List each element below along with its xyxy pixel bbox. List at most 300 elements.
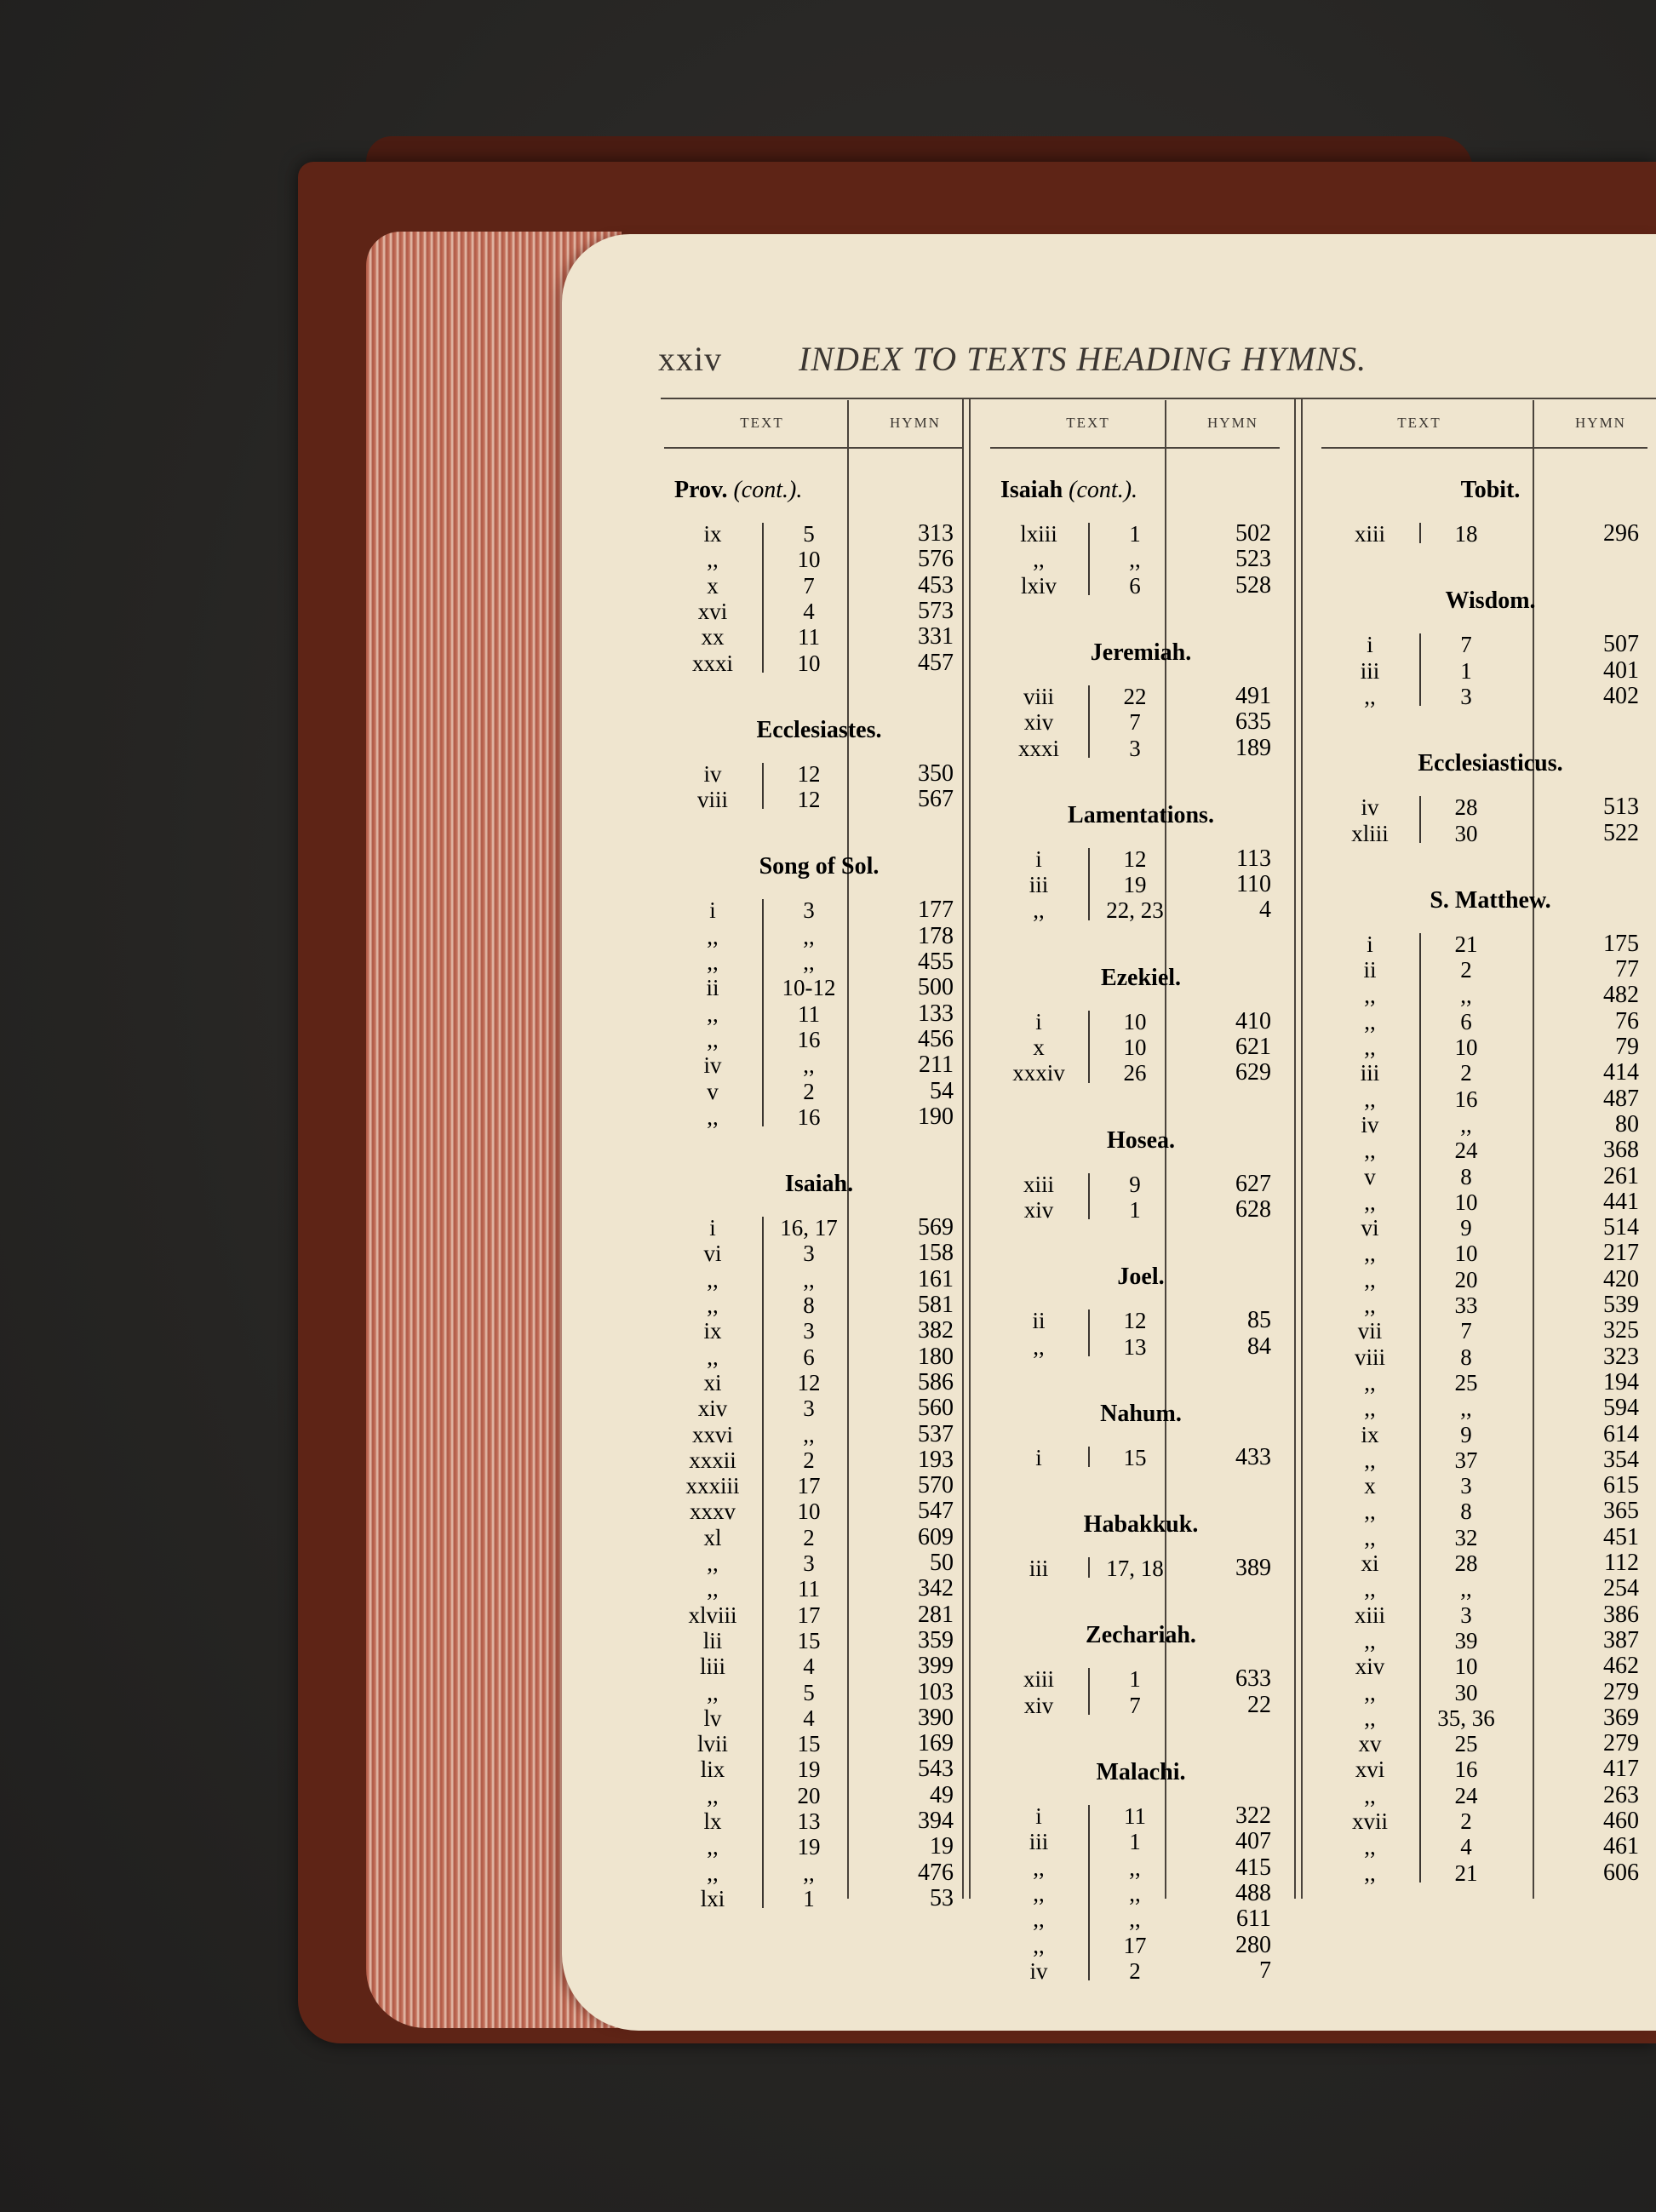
hymn-cell: 76: [1615, 1007, 1639, 1034]
hymn-cell: 280: [1235, 1931, 1271, 1958]
verse-cell: 2: [1460, 957, 1472, 983]
hymn-cell: 169: [918, 1730, 954, 1757]
hymn-cell: 85: [1247, 1307, 1271, 1334]
verse-cell: 1: [803, 1885, 815, 1911]
column-header-rule: [990, 447, 1280, 449]
hymn-cell: 79: [1615, 1034, 1639, 1060]
hymn-cell: 50: [930, 1550, 954, 1576]
verse-cell: 6: [803, 1344, 815, 1370]
verse-cell: 21: [1454, 1860, 1478, 1886]
verse-cell: 12: [1123, 845, 1147, 872]
verse-cell: 3: [1460, 1602, 1472, 1628]
chapter-cell: i: [709, 1215, 716, 1241]
verse-cell: 10: [797, 650, 821, 676]
chapter-cell: xxxii: [689, 1447, 736, 1473]
chapter-verse-separator: [1088, 1447, 1090, 1467]
chapter-cell: iii: [1029, 1829, 1049, 1855]
chapter-cell: vi: [1361, 1215, 1379, 1241]
hymn-cell: 460: [1603, 1808, 1639, 1834]
section-heading: [1332, 477, 1649, 504]
chapter-cell: xiv: [1023, 1692, 1054, 1718]
hymn-cell: 633: [1235, 1665, 1271, 1693]
chapter-cell: xvii: [1351, 1808, 1388, 1834]
verse-cell: 11: [798, 624, 820, 650]
verse-cell: 9: [1460, 1421, 1472, 1447]
chapter-cell: iv: [1361, 794, 1379, 821]
chapter-cell: ,,: [707, 1026, 719, 1052]
header-rule: [661, 398, 1656, 399]
chapter-cell: xiii: [1023, 1171, 1054, 1197]
verse-cell: 10: [1454, 1241, 1478, 1267]
verse-cell: ,,: [803, 949, 815, 975]
hymn-cell: 180: [918, 1343, 954, 1370]
book-name: S. Matthew.: [1430, 886, 1551, 914]
book-name: Wisdom.: [1445, 587, 1536, 615]
verse-cell: 6: [1129, 572, 1141, 599]
chapter-cell: iv: [1361, 1111, 1379, 1138]
chapter-cell: ,,: [1364, 1705, 1376, 1731]
verse-cell: 15: [1123, 1444, 1147, 1470]
hymn-cell: 368: [1603, 1137, 1639, 1164]
book-name: Ecclesiasticus.: [1418, 750, 1563, 777]
hymn-cell: 611: [1236, 1905, 1271, 1933]
hymn-cell: 382: [918, 1317, 954, 1344]
chapter-cell: iii: [1029, 1556, 1049, 1582]
chapter-cell: ,,: [707, 1860, 719, 1886]
verse-cell: 2: [1129, 1957, 1141, 1984]
chapter-cell: ,,: [707, 1292, 719, 1318]
chapter-cell: ,,: [1364, 1034, 1376, 1060]
page-header: [658, 339, 1510, 381]
column-divider: [1294, 398, 1296, 1899]
verse-cell: ,,: [1460, 1576, 1472, 1602]
hymn-cell: 261: [1603, 1162, 1639, 1189]
chapter-cell: ,,: [1033, 897, 1045, 924]
chapter-cell: viii: [1354, 1344, 1385, 1370]
chapter-cell: ,,: [1364, 1576, 1376, 1602]
column-header-hymn: HYMN: [890, 415, 941, 431]
hymn-cell: 522: [1603, 819, 1639, 846]
verse-cell: 5: [803, 521, 815, 547]
chapter-cell: v: [707, 1078, 719, 1104]
section-heading: [1000, 1511, 1281, 1539]
book-name: Isaiah: [1000, 477, 1063, 503]
hymn-cell: 627: [1235, 1170, 1271, 1197]
book-name: Ecclesiastes.: [756, 716, 882, 743]
verse-cell: 2: [803, 1524, 815, 1550]
chapter-cell: iii: [1360, 657, 1380, 684]
chapter-verse-separator: [762, 523, 764, 673]
verse-cell: 16: [797, 1026, 821, 1052]
hymn-cell: 19: [930, 1833, 954, 1860]
verse-cell: 32: [1454, 1524, 1478, 1550]
chapter-cell: ,,: [1364, 983, 1376, 1009]
section-heading: [1332, 887, 1649, 914]
column-header-rule: [664, 447, 962, 449]
hymn-cell: 80: [1615, 1110, 1639, 1138]
chapter-cell: xiv: [697, 1395, 728, 1422]
chapter-cell: i: [709, 897, 716, 924]
hymn-cell: 133: [918, 1000, 954, 1027]
book-name: Song of Sol.: [759, 853, 880, 880]
hymn-cell: 177: [918, 897, 954, 924]
chapter-cell: ,,: [1364, 1138, 1376, 1164]
hymn-cell: 609: [918, 1523, 954, 1550]
hymn-cell: 491: [1235, 682, 1271, 709]
hymn-cell: 254: [1603, 1575, 1639, 1602]
verse-cell: ,,: [803, 1266, 815, 1292]
chapter-cell: viii: [1023, 683, 1054, 709]
hymn-cell: 4: [1259, 897, 1271, 924]
verse-cell: 37: [1454, 1447, 1478, 1473]
chapter-cell: xliii: [1351, 820, 1389, 846]
hymn-cell: 523: [1235, 546, 1271, 573]
verse-cell: 15: [797, 1731, 821, 1757]
chapter-cell: ,,: [1364, 683, 1376, 709]
hymn-cell: 161: [918, 1265, 954, 1292]
section-heading: [1000, 1264, 1281, 1291]
hymn-cell: 513: [1603, 794, 1639, 821]
hymn-cell: 359: [918, 1626, 954, 1653]
verse-cell: 2: [1460, 1808, 1472, 1834]
hymn-cell: 325: [1603, 1317, 1639, 1344]
chapter-cell: ,,: [707, 1576, 719, 1602]
hymn-cell: 342: [918, 1575, 954, 1602]
verse-cell: ,,: [1460, 1395, 1472, 1422]
hymn-cell: 615: [1603, 1472, 1639, 1499]
hymn-cell: 390: [918, 1704, 954, 1731]
chapter-cell: ,,: [707, 1834, 719, 1860]
hymn-cell: 365: [1603, 1498, 1639, 1525]
chapter-cell: ,,: [1364, 1395, 1376, 1422]
verse-cell: 12: [1123, 1308, 1147, 1334]
hymn-cell: 621: [1235, 1034, 1271, 1060]
verse-cell: 17: [797, 1473, 821, 1499]
chapter-cell: lix: [700, 1756, 725, 1783]
chapter-cell: xx: [701, 624, 725, 650]
chapter-cell: ,,: [707, 1266, 719, 1292]
chapter-cell: ,,: [1033, 1906, 1045, 1933]
chapter-cell: viii: [696, 787, 728, 813]
verse-cell: ,,: [1129, 1906, 1141, 1933]
chapter-cell: ,,: [1364, 1292, 1376, 1318]
hymn-cell: 263: [1603, 1781, 1639, 1808]
section-heading: [674, 717, 964, 744]
chapter-cell: xiii: [1023, 1666, 1054, 1693]
verse-cell: 22: [1123, 683, 1147, 709]
hymn-cell: 570: [918, 1472, 954, 1499]
hymn-cell: 569: [918, 1214, 954, 1241]
hymn-cell: 482: [1603, 982, 1639, 1009]
verse-cell: 7: [803, 572, 815, 599]
chapter-verse-separator: [1088, 848, 1090, 920]
chapter-cell: ,,: [707, 1782, 719, 1808]
verse-cell: 11: [798, 1576, 820, 1602]
hymn-cell: 461: [1603, 1833, 1639, 1860]
verse-cell: 8: [1460, 1163, 1472, 1189]
chapter-cell: ii: [1363, 957, 1377, 983]
verse-cell: 1: [1129, 1829, 1141, 1855]
hymn-cell: 462: [1603, 1653, 1639, 1680]
hymn-cell: 414: [1603, 1059, 1639, 1086]
chapter-cell: ,,: [1364, 1008, 1376, 1034]
hymn-cell: 54: [930, 1077, 954, 1104]
page-number: xxiv: [658, 340, 723, 378]
verse-cell: 2: [803, 1078, 815, 1104]
hymn-cell: 560: [918, 1395, 954, 1422]
section-heading: [1000, 639, 1281, 667]
column-header-hymn: HYMN: [1575, 415, 1626, 431]
hymn-cell: 387: [1603, 1626, 1639, 1653]
chapter-cell: xvi: [697, 598, 728, 624]
chapter-cell: i: [1367, 931, 1373, 957]
hymn-cell: 189: [1235, 734, 1271, 761]
hymn-cell: 500: [918, 974, 954, 1001]
column-header-text: TEXT: [1066, 415, 1110, 431]
chapter-cell: liii: [699, 1653, 725, 1680]
verse-cell: 10: [1123, 1008, 1147, 1034]
verse-cell: 7: [1129, 1692, 1141, 1718]
verse-cell: 11: [798, 1000, 820, 1027]
verse-cell: 8: [1460, 1344, 1472, 1370]
book-name: Isaiah.: [784, 1171, 854, 1198]
chapter-cell: v: [1364, 1163, 1376, 1189]
book-name: Jeremiah.: [1090, 639, 1192, 666]
verse-cell: ,,: [803, 1421, 815, 1447]
verse-cell: 16: [797, 1103, 821, 1130]
verse-cell: ,,: [1460, 983, 1472, 1009]
hymn-cell: 628: [1235, 1195, 1271, 1223]
book-name: Zechariah.: [1086, 1622, 1196, 1649]
verse-cell: 30: [1454, 1679, 1478, 1705]
chapter-cell: ,,: [1364, 1189, 1376, 1215]
verse-cell: 3: [803, 1318, 815, 1344]
chapter-cell: x: [707, 572, 719, 599]
hymn-cell: 190: [918, 1103, 954, 1130]
chapter-cell: xxxiv: [1012, 1060, 1065, 1086]
chapter-cell: ii: [706, 975, 719, 1001]
section-heading: [1000, 965, 1281, 992]
verse-cell: 1: [1129, 1666, 1141, 1693]
verse-cell: 1: [1129, 1196, 1141, 1223]
hymn-cell: 543: [918, 1756, 954, 1783]
verse-cell: 24: [1454, 1138, 1478, 1164]
verse-cell: 10: [1454, 1653, 1478, 1680]
verse-cell: 22, 23: [1106, 897, 1164, 924]
section-heading: [1000, 1622, 1281, 1649]
hymn-cell: 84: [1247, 1332, 1271, 1360]
chapter-cell: xiv: [1023, 709, 1054, 736]
chapter-cell: ,,: [1364, 1627, 1376, 1653]
hymn-cell: 407: [1235, 1828, 1271, 1855]
chapter-cell: ,,: [1364, 1860, 1376, 1886]
verse-cell: ,,: [803, 1052, 815, 1079]
section-heading: [1000, 1127, 1281, 1155]
verse-cell: 2: [803, 1447, 815, 1473]
section-heading: [1332, 750, 1649, 777]
verse-cell: 1: [1460, 657, 1472, 684]
chapter-cell: ix: [703, 1318, 722, 1344]
hymn-cell: 614: [1603, 1420, 1639, 1447]
chapter-cell: xl: [703, 1524, 722, 1550]
chapter-verse-separator: [1088, 1011, 1090, 1083]
hymn-cell: 402: [1603, 682, 1639, 709]
verse-cell: ,,: [1129, 1854, 1141, 1881]
chapter-cell: iv: [1029, 1957, 1048, 1984]
chapter-cell: vii: [1357, 1318, 1383, 1344]
chapter-verse-separator: [762, 1217, 764, 1908]
verse-cell: 8: [1460, 1499, 1472, 1525]
verse-cell: 7: [1129, 709, 1141, 736]
chapter-verse-separator: [1088, 1668, 1090, 1715]
book-name: Joel.: [1117, 1264, 1165, 1291]
chapter-cell: ,,: [1364, 1679, 1376, 1705]
hymn-cell: 433: [1235, 1443, 1271, 1470]
column-divider: [1301, 398, 1303, 1899]
chapter-cell: ,,: [1364, 1241, 1376, 1267]
verse-cell: 19: [797, 1834, 821, 1860]
verse-cell: 16: [1454, 1086, 1478, 1112]
chapter-verse-separator: [1088, 1309, 1090, 1356]
chapter-cell: i: [1035, 1803, 1042, 1829]
verse-cell: 13: [797, 1808, 821, 1834]
section-heading: [1332, 587, 1649, 615]
verse-cell: 25: [1454, 1369, 1478, 1395]
verse-cell: 10: [1123, 1034, 1147, 1060]
hymn-cell: 322: [1235, 1802, 1271, 1829]
chapter-verse-separator: [1088, 523, 1090, 595]
hymn-cell: 417: [1603, 1756, 1639, 1783]
chapter-cell: ,,: [1364, 1782, 1376, 1808]
hymn-cell: 279: [1603, 1678, 1639, 1705]
verse-cell: 16, 17: [780, 1215, 838, 1241]
verse-cell: 4: [803, 1705, 815, 1731]
verse-cell: 6: [1460, 1008, 1472, 1034]
hymn-cell: 488: [1235, 1879, 1271, 1906]
hymn-cell: 547: [918, 1498, 954, 1525]
hymn-cell: 586: [918, 1368, 954, 1395]
verse-cell: 30: [1454, 820, 1478, 846]
verse-cell: 12: [797, 1369, 821, 1395]
chapter-cell: ix: [703, 521, 722, 547]
hymn-cell: 410: [1235, 1007, 1271, 1034]
chapter-cell: xiii: [1354, 1602, 1385, 1628]
verse-cell: 25: [1454, 1731, 1478, 1757]
chapter-cell: xxvi: [691, 1421, 733, 1447]
book-name: Habakkuk.: [1083, 1511, 1199, 1539]
hymn-cell: 507: [1603, 631, 1639, 658]
hymn-cell: 629: [1235, 1059, 1271, 1086]
chapter-cell: ,,: [1033, 1932, 1045, 1958]
verse-cell: 17: [797, 1602, 821, 1628]
hymn-cell: 386: [1603, 1601, 1639, 1628]
chapter-cell: xi: [703, 1369, 722, 1395]
chapter-cell: xvi: [1355, 1756, 1385, 1783]
hymn-cell: 211: [919, 1052, 954, 1079]
verse-cell: 3: [1129, 735, 1141, 761]
chapter-cell: ,,: [1033, 1880, 1045, 1906]
chapter-cell: xxxi: [691, 650, 733, 676]
chapter-cell: lii: [702, 1627, 723, 1653]
verse-cell: 12: [797, 787, 821, 813]
hymn-cell: 53: [930, 1884, 954, 1911]
chapter-cell: ,,: [707, 949, 719, 975]
verse-cell: 8: [803, 1292, 815, 1318]
hymn-cell: 594: [1603, 1395, 1639, 1422]
verse-cell: ,,: [1460, 1111, 1472, 1138]
chapter-verse-separator: [1088, 1173, 1090, 1220]
verse-cell: 3: [1460, 683, 1472, 709]
hymn-cell: 537: [918, 1420, 954, 1447]
verse-cell: 10-12: [782, 975, 836, 1001]
hymn-cell: 399: [918, 1653, 954, 1680]
hymn-cell: 279: [1603, 1730, 1639, 1757]
chapter-cell: ,,: [707, 1103, 719, 1130]
chapter-cell: ,,: [1033, 547, 1045, 573]
chapter-cell: lv: [703, 1705, 722, 1731]
hymn-cell: 476: [918, 1859, 954, 1886]
hymn-cell: 576: [918, 546, 954, 573]
chapter-cell: vi: [703, 1241, 722, 1267]
hymn-cell: 331: [918, 623, 954, 650]
verse-cell: 10: [797, 1499, 821, 1525]
hymn-cell: 573: [918, 597, 954, 624]
hymn-cell: 455: [918, 948, 954, 975]
verse-cell: 10: [1454, 1189, 1478, 1215]
book-name: Hosea.: [1106, 1126, 1176, 1154]
hymn-cell: 415: [1235, 1854, 1271, 1881]
column-header-rule: [1321, 447, 1647, 449]
hymn-cell: 193: [918, 1446, 954, 1473]
book-name: Tobit.: [1460, 477, 1521, 503]
book-name: Ezekiel.: [1100, 964, 1182, 991]
verse-cell: 1: [1129, 521, 1141, 547]
column-header-text: TEXT: [740, 415, 784, 431]
hymn-cell: 528: [1235, 571, 1271, 599]
chapter-cell: ,,: [1364, 1499, 1376, 1525]
verse-cell: 10: [1454, 1034, 1478, 1060]
chapter-cell: ,,: [1364, 1369, 1376, 1395]
chapter-cell: ,,: [707, 1679, 719, 1705]
hymn-cell: 514: [1603, 1214, 1639, 1241]
verse-cell: 16: [1454, 1756, 1478, 1783]
chapter-verse-separator: [1419, 633, 1421, 706]
chapter-cell: x: [1364, 1473, 1376, 1499]
chapter-cell: ,,: [1364, 1086, 1376, 1112]
section-heading: [1000, 802, 1281, 829]
hymn-cell: 49: [930, 1781, 954, 1808]
chapter-verse-separator: [1088, 1805, 1090, 1980]
hymn-cell: 539: [1603, 1292, 1639, 1318]
book-name: Lamentations.: [1068, 801, 1214, 828]
book-name: Nahum.: [1100, 1400, 1182, 1427]
chapter-cell: ,,: [1033, 1854, 1045, 1881]
hymn-cell: 350: [918, 759, 954, 787]
chapter-cell: ,,: [707, 547, 719, 573]
chapter-cell: ,,: [1033, 1333, 1045, 1360]
chapter-cell: i: [1035, 845, 1042, 872]
hymn-cell: 389: [1235, 1555, 1271, 1582]
verse-cell: 3: [803, 1550, 815, 1576]
verse-cell: 33: [1454, 1292, 1478, 1318]
verse-cell: ,,: [1129, 547, 1141, 573]
verse-cell: 7: [1460, 632, 1472, 658]
chapter-cell: iii: [1360, 1060, 1380, 1086]
hymn-cell: 635: [1235, 708, 1271, 736]
verse-cell: 28: [1454, 794, 1478, 821]
column-header-hymn: HYMN: [1207, 415, 1258, 431]
verse-cell: 20: [1454, 1266, 1478, 1292]
